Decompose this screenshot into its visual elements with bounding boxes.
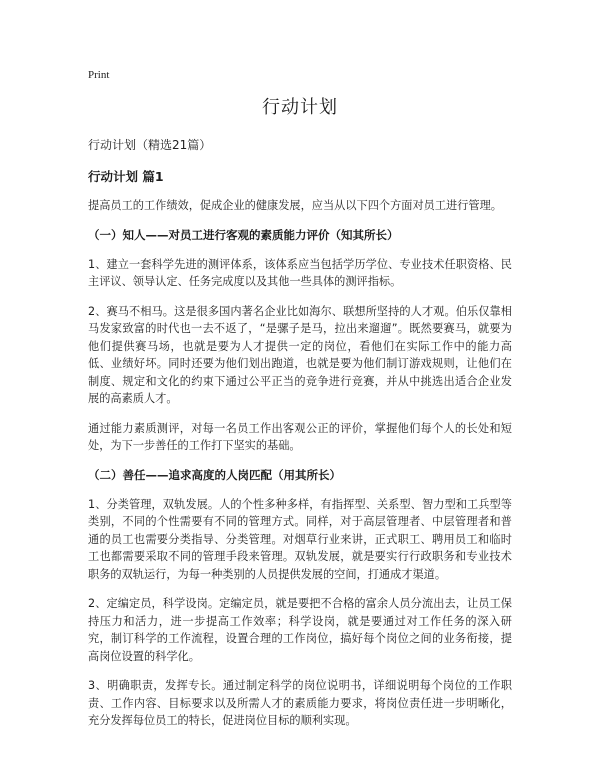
part1-paragraph-3: 通过能力素质测评，对每一名员工作出客观公正的评价，掌握他们每个人的长处和短处，为下一步善任的工作打下坚实的基础。 [88, 421, 512, 452]
part1-paragraph-1: 1、建立一套科学先进的测评体系，该体系应当包括学历学位、专业技术任职资格、民主评议、领导认定、任务完成度以及其他一些具体的测评指标。 [88, 257, 512, 288]
intro-paragraph: 提高员工的工作绩效，促成企业的健康发展，应当从以下四个方面对员工进行管理。 [88, 199, 502, 212]
print-label[interactable]: Print [88, 69, 110, 81]
part2-heading: （二）善任——追求高度的人岗匹配（用其所长） [88, 467, 341, 482]
part1-paragraph-2: 2、赛马不相马。这是很多国内著名企业比如海尔、联想所坚持的人才观。伯乐仅靠相马发家致富的时代也一去不返了，“是骡子是马，拉出来遛遛”。既然要赛马，就要为他们提供赛马场，也就是要为人才提供一定的岗位，看他们在实际工作中的能力高低、业绩好坏。同时还要为他们划出跑道，也就是要为他们制订游戏规则，让他们在制度、规定和文化的约束下通过公平正当的竞争进行竞赛，并从中挑选出适合企业发展的高素质人才。 [88, 304, 512, 405]
section-title: 行动计划 篇1 [88, 169, 164, 184]
part1-heading: （一）知人——对员工进行客观的素质能力评价（知其所长） [88, 227, 399, 242]
part2-paragraph-1: 1、分类管理，双轨发展。人的个性多种多样，有指挥型、关系型、智力型和工兵型等类别，不同的个性需要有不同的管理方式。同样，对于高层管理者、中层管理者和普通的员工也需要分类指导、分类管理。对烟草行业来讲，正式职工、聘用员工和临时工也都需要采取不同的管理手段来管理。双轨发展，就是要实行行政职务和专业技术职务的双轨运行，为每一种类别的人员提供发展的空间，打通成才渠道。 [88, 497, 512, 581]
page-title: 行动计划 [262, 97, 338, 118]
part2-paragraph-2: 2、定编定员，科学设岗。定编定员，就是要把不合格的富余人员分流出去，让员工保持压力和活力，进一步提高工作效率；科学设岗，就是要通过对工作任务的深入研究，制订科学的工作流程，设置合理的工作岗位，搞好每个岗位之间的业务衔接，提高岗位设置的科学化。 [88, 597, 512, 663]
document-subtitle: 行动计划（精选21篇） [88, 138, 212, 152]
part2-paragraph-3: 3、明确职责，发挥专长。通过制定科学的岗位说明书，详细说明每个岗位的工作职责、工作内容、目标要求以及所需人才的素质能力要求，将岗位责任进一步明晰化，充分发挥每位员工的特长，促进岗位目标的顺利实现。 [88, 679, 512, 727]
